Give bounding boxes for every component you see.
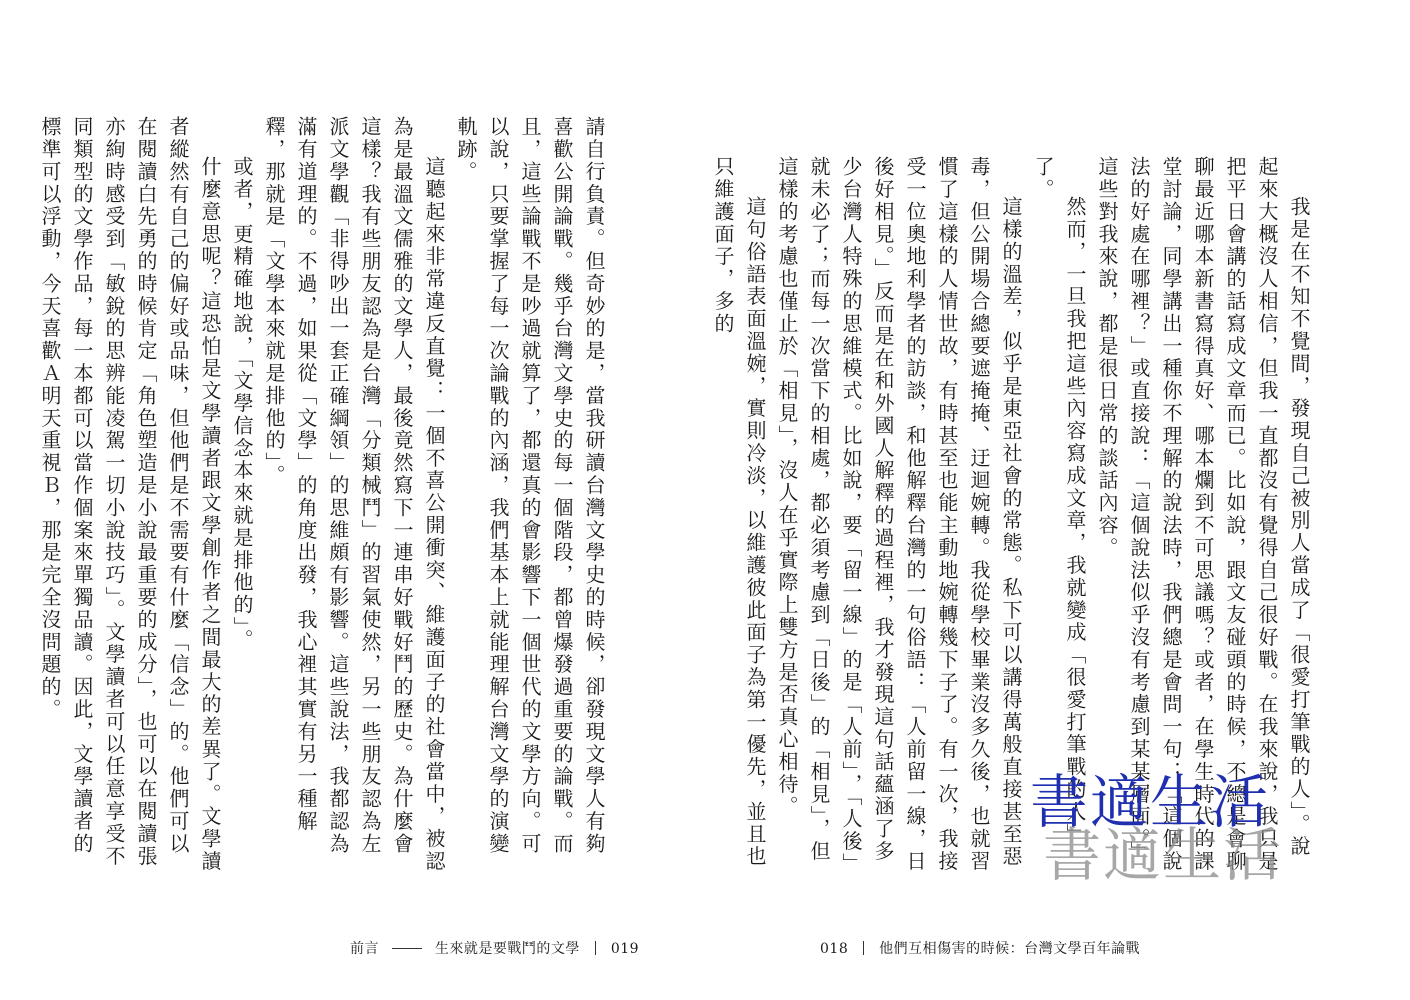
left-paragraph-1: 請自行負責。但奇妙的是，當我研讀台灣文學史的時候，卻發現文學人有夠喜歡公開論戰。幾乎台灣文學史的每一個階段，都曾爆發過重要的論戰。而且，這些論戰不是吵過就算了，都還真的會影響下一個世代的文學方向。可以說，只要掌握了每一次論戰的內涵，我們基本上就能理解台灣文學的演變軌跡。 [454,116,606,856]
footer-separator [595,941,596,955]
right-paragraph-4: 這句俗語表面溫婉，實則冷淡，以維護彼此面子為第一優先，並且也只維護面子，多的 [711,156,767,868]
right-page [705,0,1410,1000]
left-page-footer [350,938,639,958]
left-page-number: 019 [610,941,640,957]
watermark-shadow: 書適生活 [1043,821,1284,889]
left-paragraph-4: 什麼意思呢？這恐怕是文學讀者跟文學創作者之間最大的差異了。文學讀者縱然有自己的偏好或品味，但他們是不需要有什麼「信念」的。他們可以在閱讀白先勇的時候肯定「角色塑造是小說最重要的成分」，也可以在閱讀張亦絢時感受到「敏銳的思辨能凌駕一切小說技巧」。文學讀者可以任意享受不同類型的文學作品，每一本都可以當作個案來單獨品讀。因此，文學讀者的標準可以浮動，今天喜歡Ａ明天重視Ｂ，那是完全沒問題的。 [38,116,222,873]
left-page-body [38,116,610,876]
footer-book-title: 他們互相傷害的時候：台灣文學百年論戰 [879,941,1141,957]
right-page-number: 018 [820,941,849,957]
left-paragraph-2: 這聽起來非常違反直覺：一個不喜公開衝突、維護面子的社會當中，被認為是最溫文儒雅的文學人，最後竟然寫下一連串好戰好鬥的歷史。為什麼會這樣？我有些朋友認為是台灣「分類械鬥」的習氣使然，另一些朋友認為左派文學觀「非得吵出一套正確綱領」的思維頗有影響。這些說法，我都認為滿有道理的。不過，如果從「文學」的角度出發，我心裡其實有另一種解釋，那就是「文學本來就是排他的」。 [262,116,446,873]
footer-chapter-title: 生來就是要戰鬥的文學 [434,941,580,957]
footer-dash [392,948,422,949]
right-paragraph-3: 這樣的溫差，似乎是東亞社會的常態。私下可以講得萬般直接甚至惡毒，但公開場合總要遮掩掩、迂迴婉轉。我從學校畢業沒多久後，也就習慣了這樣的人情世故，有時甚至也能主動地婉轉幾下子了。有一次，我接受一位奧地利學者的訪談，和他解釋台灣的一句俗語：「人前留一線，日後好相見。」反而是在和外國人解釋的過程裡，我才發現這句話蘊涵了多少台灣人特殊的思維模式。比如說，要「留一線」的是「人前」，「人後」就未必了；而每一次當下的相處，都必須考慮到「日後」的「相見」，但這樣的考慮也僅止於「相見」，沒人在乎實際上雙方是否真心相待。 [775,156,1023,876]
watermark-logo: 書適生活 [1030,768,1271,836]
footer-section-label: 前言 [350,941,379,957]
footer-separator [863,941,864,955]
right-page-footer [820,938,1140,958]
right-paragraph-2: 然而，一旦我把這些內容寫成文章，我就變成「很愛打筆戰的人」了。 [1031,156,1087,846]
left-paragraph-3: 或者，更精確地說，「文學信念本來就是排他的」。 [230,156,254,652]
right-paragraph-1: 我是在不知不覺間，發現自己被別人當成了「很愛打筆戰的人」。說起來大概沒人相信，但我一直都沒有覺得自己很好戰。在我來說，我只是把平日會講的話寫成文章而已。比如說，跟文友碰頭的時候，不總是會聊聊最近哪本新書寫得真好、哪本爛到不可思議嗎？或者，在學生時代的課堂討論，同學講出一種你不理解的說法時，我們總是會問一句：「這個說法的好處在哪裡？」或直接說：「這個說法似乎沒有考慮到某某層面。」這些對我來說，都是很日常的談話內容。 [1095,156,1311,873]
